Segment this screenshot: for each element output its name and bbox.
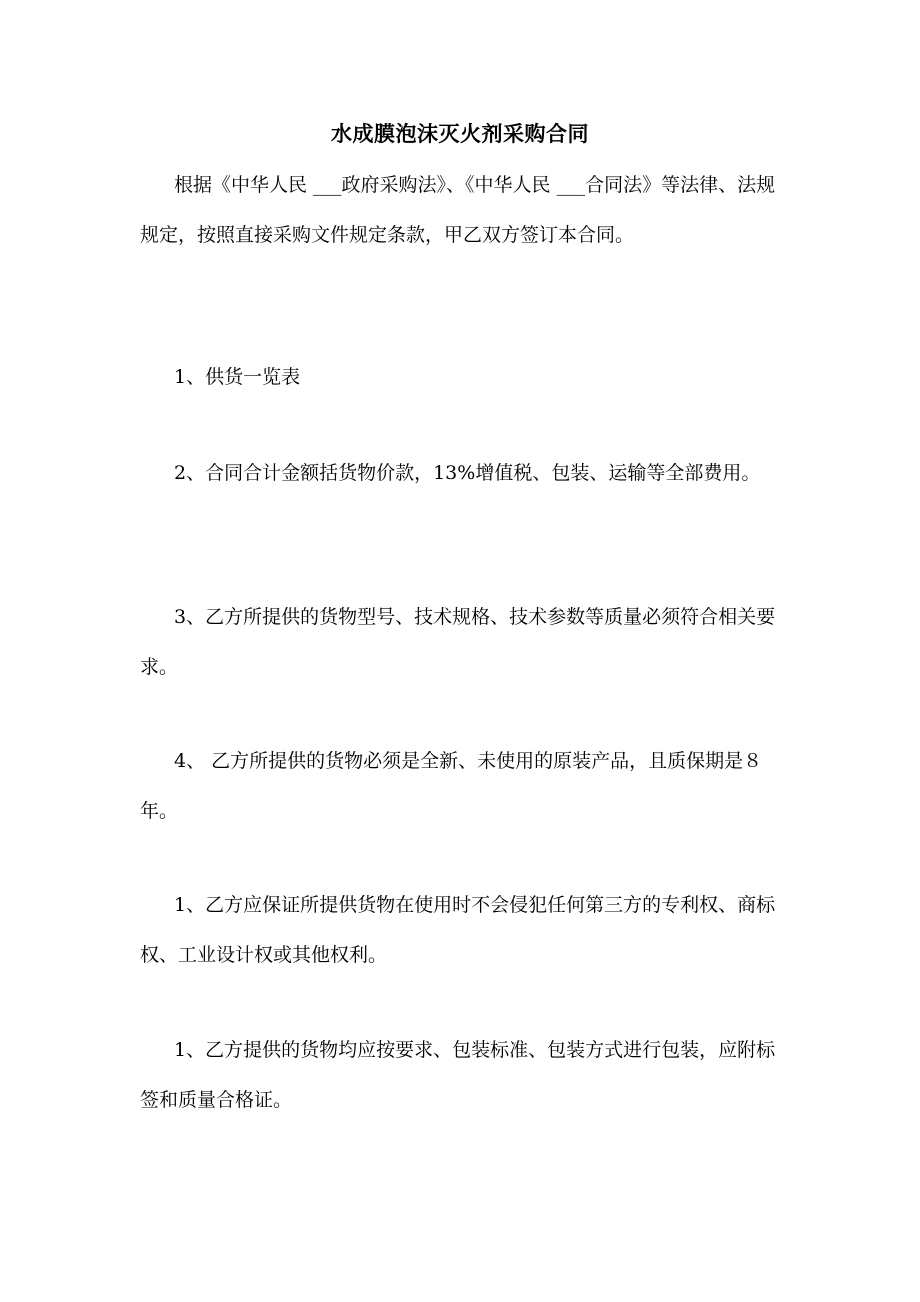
paragraph-new-products-warranty: 4、 乙方所提供的货物必须是全新、未使用的原装产品，且质保期是８年。 [140,750,763,822]
paragraph-ip-rights: 1、乙方应保证所提供货物在使用时不会侵犯任何第三方的专利权、商标权、工业设计权或其他权利。 [140,894,776,966]
paragraph-intro: 根据《中华人民 ___政府采购法》、《中华人民 ___合同法》等法律、法规规定，按照直接采购文件规定条款，甲乙双方签订本合同。 [140,174,776,246]
paragraph-packaging: 1、乙方提供的货物均应按要求、包装标准、包装方式进行包装，应附标签和质量合格证。 [140,1039,776,1111]
paragraph-quality-requirements: 3、乙方所提供的货物型号、技术规格、技术参数等质量必须符合相关要求。 [140,606,776,678]
document-title: 水成膜泡沫灭火剂采购合同 [331,122,589,146]
paragraph-supply-list: 1、供货一览表 [174,366,301,388]
paragraph-contract-amount: 2、合同合计金额括货物价款，13%增值税、包装、运输等全部费用。 [174,462,761,484]
